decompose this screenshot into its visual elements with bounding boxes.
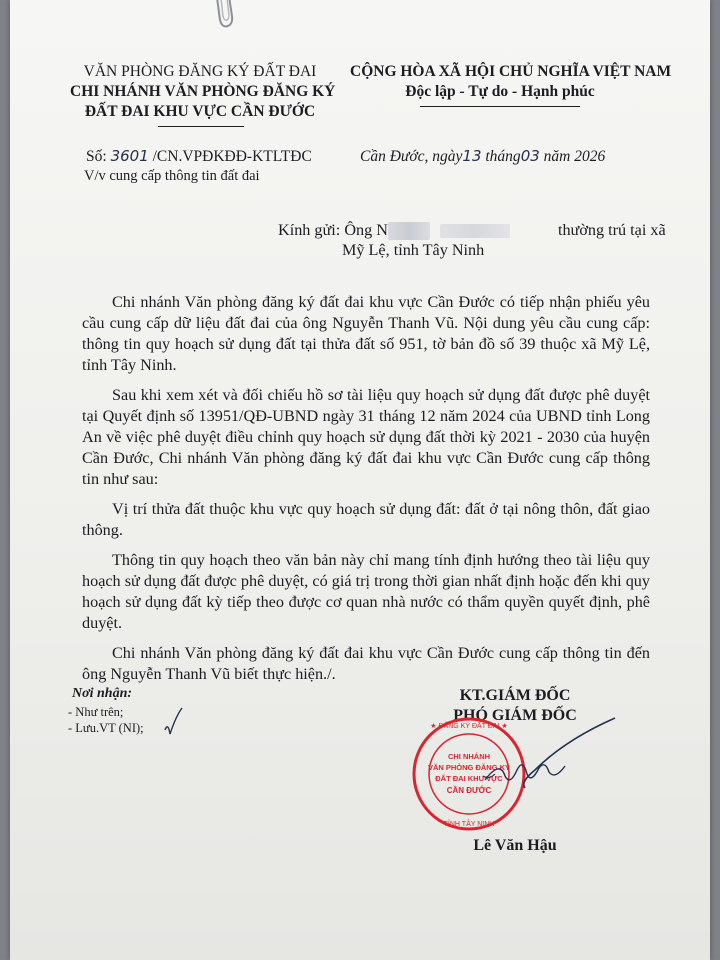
body-paragraph-3: Vị trí thửa đất thuộc khu vực quy hoạch sử dụng đất: đất ở tại nông thôn, đất giao thông.	[82, 500, 650, 539]
svg-text:ĐẤT ĐAI KHU VỰC: ĐẤT ĐAI KHU VỰC	[435, 774, 503, 783]
recipient-line2: Mỹ Lệ, tỉnh Tây Ninh	[342, 241, 485, 259]
recipients-item-1: - Như trên;	[68, 705, 124, 719]
signature-title-1: KT.GIÁM ĐỐC	[459, 687, 571, 704]
body-paragraph-2: Sau khi xem xét và đối chiếu hồ sơ tài liệu quy hoạch sử dụng đất được phê duyệt tại Quyết định số 13951/QĐ-UBND ngày 31 tháng 12 năm 2024 của UBND tỉnh Long An về việc phê duyệt điều chỉnh quy hoạch sử dụng đất thời kỳ 2021 - 2030 của huyện Cần Đước, Chi nhánh Văn phòng đăng ký đất đai khu vực Cần Đước cung cấp thông tin như sau:	[82, 386, 650, 488]
recipient-suffix: thường trú tại xã	[557, 221, 666, 239]
body-paragraph-4: Thông tin quy hoạch theo văn bản này chỉ mang tính định hướng theo tài liệu quy hoạch sử dụng đất được phê duyệt, có giá trị trong thời gian nhất định hoặc đến khi quy hoạch sử dụng đất kỳ tiếp theo được cơ quan nhà nước có thẩm quyền quyết định, phê duyệt.	[82, 551, 650, 632]
agency-name-line3: ĐẤT ĐAI KHU VỰC CẦN ĐƯỚC	[84, 103, 316, 120]
svg-text:CHI NHÁNH: CHI NHÁNH	[447, 752, 491, 761]
document-body	[82, 292, 650, 694]
date-month: 03	[520, 147, 540, 165]
recipients-title: Nơi nhận:	[72, 686, 133, 701]
svg-text:★ ĐĂNG KÝ ĐẤT ĐAI ★: ★ ĐĂNG KÝ ĐẤT ĐAI ★	[430, 723, 508, 730]
signer-name: Lê Văn Hậu	[473, 837, 557, 854]
agency-underline	[158, 126, 244, 127]
agency-name-line1: VĂN PHÒNG ĐĂNG KÝ ĐẤT ĐAI	[83, 63, 317, 80]
paper-clip-icon	[206, 0, 246, 38]
body-paragraph-1: Chi nhánh Văn phòng đăng ký đất đai khu vực Cần Đước có tiếp nhận phiếu yêu cầu cung cấp dữ liệu đất đai của ông Nguyễn Thanh Vũ. Nội dung yêu cầu cung cấp: thông tin quy hoạch sử dụng đất tại thửa đất số 951, tờ bản đồ số 39 thuộc xã Mỹ Lệ, tỉnh Tây Ninh.	[82, 293, 650, 374]
agency-name-line2: CHI NHÁNH VĂN PHÒNG ĐĂNG KÝ	[70, 83, 336, 100]
date-year: năm 2026	[543, 148, 606, 165]
recipients-item-2: - Lưu.VT (NI);	[68, 721, 144, 735]
date-place: Cần Đước, ngày	[360, 148, 463, 165]
date-line	[360, 146, 605, 167]
date-day: 13	[462, 147, 482, 165]
recipient-prefix: Ông N	[344, 221, 388, 239]
doc-number-label: Số:	[86, 148, 107, 165]
nation-title: CỘNG HÒA XÃ HỘI CHỦ NGHĨA VIỆT NAM	[350, 63, 672, 80]
recipient-label: Kính gửi:	[278, 221, 341, 239]
document-page	[10, 0, 710, 960]
check-mark-icon	[162, 706, 184, 736]
handwritten-signature-icon	[465, 710, 625, 810]
redacted-name-block	[388, 222, 430, 240]
svg-text:CẦN ĐƯỚC: CẦN ĐƯỚC	[446, 786, 492, 795]
signature-title-2: PHÓ GIÁM ĐỐC	[453, 707, 577, 724]
redacted-name-block-2	[440, 224, 510, 238]
doc-subject: V/v cung cấp thông tin đất đai	[84, 168, 260, 184]
nation-motto: Độc lập - Tự do - Hạnh phúc	[405, 83, 595, 100]
body-paragraph-5: Chi nhánh Văn phòng đăng ký đất đai khu vực Cần Đước cung cấp thông tin đến ông Nguyễn Thanh Vũ biết thực hiện./.	[82, 644, 650, 683]
svg-text:TỈNH TÂY NINH: TỈNH TÂY NINH	[443, 821, 495, 828]
svg-text:VĂN PHÒNG ĐĂNG KÝ: VĂN PHÒNG ĐĂNG KÝ	[427, 763, 511, 772]
doc-number-handwritten: 3601	[110, 147, 149, 165]
date-month-label: tháng	[485, 148, 521, 165]
doc-number-suffix: /CN.VPĐKĐĐ-KTLTĐC	[152, 148, 312, 165]
doc-number	[86, 146, 312, 167]
motto-underline	[420, 106, 580, 107]
